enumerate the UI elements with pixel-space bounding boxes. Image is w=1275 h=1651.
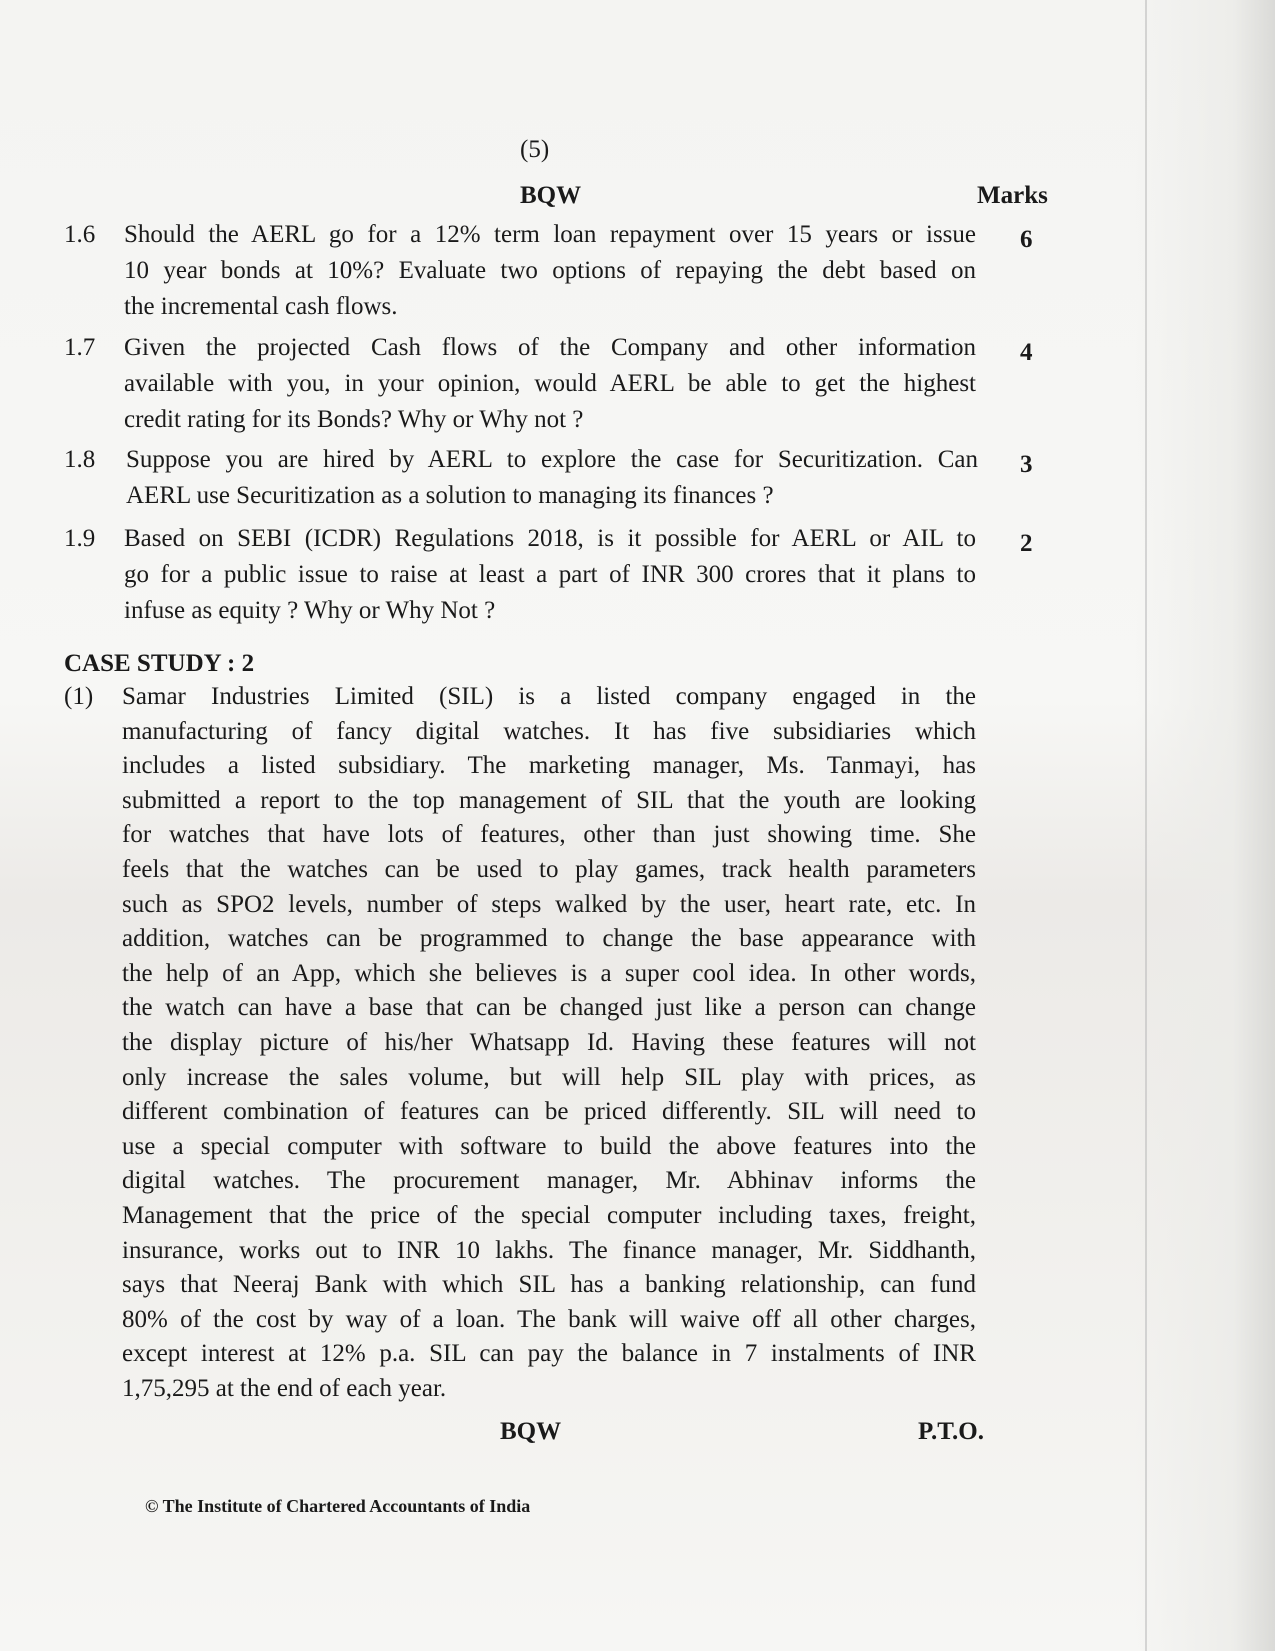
paragraph-line: such as SPO2 levels, number of steps walked by the user, heart rate, etc. In xyxy=(122,890,976,918)
copyright-notice: © The Institute of Chartered Accountants of India xyxy=(145,1496,531,1516)
question-marks: 2 xyxy=(1020,530,1033,557)
question-marks: 3 xyxy=(1020,451,1033,478)
paper-code-footer: BQW xyxy=(500,1418,562,1445)
question-marks: 6 xyxy=(1020,226,1033,253)
question-line: the incremental cash flows. xyxy=(124,293,398,320)
paragraph-line: Samar Industries Limited (SIL) is a listed company engaged in the xyxy=(122,683,976,710)
question-line: 10 year bonds at 10%? Evaluate two options of repaying the debt based on xyxy=(124,257,976,284)
question-line: AERL use Securitization as a solution to managing its finances ? xyxy=(126,482,774,509)
paragraph-line: the display picture of his/her Whatsapp Id. Having these features will not xyxy=(122,1028,976,1056)
paragraph-text xyxy=(122,680,976,1406)
question-text xyxy=(124,330,976,438)
paragraph-line: feels that the watches can be used to play games, track health parameters xyxy=(122,855,976,883)
paragraph-line: includes a listed subsidiary. The marketing manager, Ms. Tanmayi, has xyxy=(122,752,976,780)
paragraph-line: the help of an App, which she believes is a super cool idea. In other words, xyxy=(122,959,976,987)
paragraph-line: use a special computer with software to build the above features into the xyxy=(122,1132,976,1160)
question-line: go for a public issue to raise at least a part of INR 300 crores that it plans to xyxy=(124,561,976,588)
question-number: 1.6 xyxy=(64,221,96,248)
question-number: 1.9 xyxy=(64,525,96,552)
paragraph-number: (1) xyxy=(64,683,94,710)
question-number: 1.8 xyxy=(64,446,96,473)
paragraph-line: for watches that have lots of features, other than just showing time. She xyxy=(122,821,976,849)
paragraph-line: addition, watches can be programmed to change the base appearance with xyxy=(122,925,976,953)
question-line: Should the AERL go for a 12% term loan repayment over 15 years or issue xyxy=(124,221,976,248)
question-line: credit rating for its Bonds? Why or Why not ? xyxy=(124,406,584,433)
paragraph-line: except interest at 12% p.a. SIL can pay the balance in 7 instalments of INR xyxy=(122,1340,976,1368)
question-line: Based on SEBI (ICDR) Regulations 2018, is it possible for AERL or AIL to xyxy=(124,525,976,552)
paragraph-line: says that Neeraj Bank with which SIL has a banking relationship, can fund xyxy=(122,1271,976,1299)
paragraph-line: Management that the price of the special computer including taxes, freight, xyxy=(122,1201,976,1229)
paragraph-line: only increase the sales volume, but will help SIL play with prices, as xyxy=(122,1063,976,1091)
question-line: infuse as equity ? Why or Why Not ? xyxy=(124,597,496,624)
question-text xyxy=(124,217,976,325)
question-marks: 4 xyxy=(1020,339,1033,366)
question-text xyxy=(124,521,976,629)
paragraph-line: submitted a report to the top management of SIL that the youth are looking xyxy=(122,786,976,814)
question-line: Given the projected Cash flows of the Company and other information xyxy=(124,334,976,361)
question-line: available with you, in your opinion, would AERL be able to get the highest xyxy=(124,370,976,397)
paragraph-line: 1,75,295 at the end of each year. xyxy=(122,1374,447,1402)
page-edge-shadow xyxy=(1135,0,1275,1651)
paragraph-line: different combination of features can be priced differently. SIL will need to xyxy=(122,1098,976,1126)
question-number: 1.7 xyxy=(64,334,96,361)
question-line: Suppose you are hired by AERL to explore the case for Securitization. Can xyxy=(126,446,978,473)
paper-code-header: BQW xyxy=(520,182,582,209)
paragraph-line: digital watches. The procurement manager, Mr. Abhinav informs the xyxy=(122,1167,976,1195)
case-study-heading: CASE STUDY : 2 xyxy=(64,650,255,677)
page-edge-line xyxy=(1145,0,1147,1651)
question-text xyxy=(126,442,978,514)
paragraph-line: insurance, works out to INR 10 lakhs. The finance manager, Mr. Siddhanth, xyxy=(122,1236,976,1264)
paragraph-line: 80% of the cost by way of a loan. The bank will waive off all other charges, xyxy=(122,1305,976,1333)
marks-column-header: Marks xyxy=(977,182,1048,209)
paragraph-line: manufacturing of fancy digital watches. It has five subsidiaries which xyxy=(122,717,976,745)
page-number: (5) xyxy=(520,136,550,163)
please-turn-over: P.T.O. xyxy=(918,1418,984,1445)
paragraph-line: the watch can have a base that can be changed just like a person can change xyxy=(122,994,976,1022)
